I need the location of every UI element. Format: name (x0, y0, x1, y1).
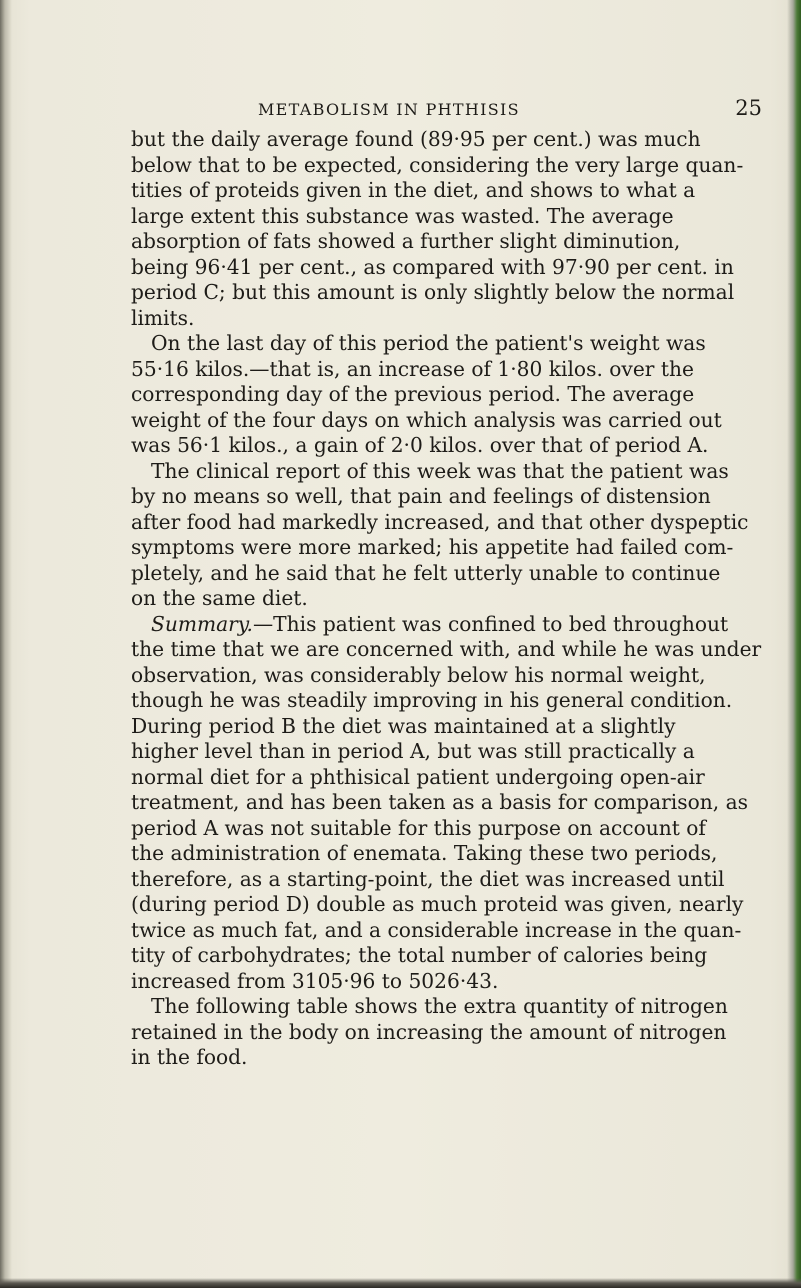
body-text (131, 127, 765, 1071)
text-line: below that to be expected, considering the very large quan- (131, 152, 744, 177)
text-line: absorption of fats showed a further slight diminution, (131, 229, 681, 253)
running-header: METABOLISM IN PHTHISIS (258, 100, 520, 119)
text-line: in the food. (131, 1045, 248, 1069)
text-line: symptoms were more marked; his appetite had failed com- (131, 535, 734, 559)
text-line: The following table shows the extra quantity of nitrogen (151, 994, 728, 1018)
page-number: 25 (735, 96, 762, 120)
summary-first-line: —This patient was confined to bed throughout (252, 611, 729, 636)
text-line: treatment, and has been taken as a basis for comparison, as (131, 790, 748, 814)
text-line: twice as much fat, and a considerable increase in the quan- (131, 917, 742, 942)
text-line: The clinical report of this week was that the patient was (151, 458, 729, 483)
text-line: observation, was considerably below his normal weight, (131, 662, 706, 687)
text-line: by no means so well, that pain and feelings of distension (131, 484, 711, 508)
text-line: on the same diet. (131, 586, 308, 610)
paragraph (131, 994, 765, 1071)
text-line: though he was steadily improving in his general condition. (131, 688, 733, 712)
text-line: During period B the diet was maintained at a slightly (131, 713, 676, 738)
text-line: normal diet for a phthisical patient undergoing open-air (131, 764, 705, 789)
text-line: corresponding day of the previous period. The average (131, 382, 695, 406)
text-line: period C; but this amount is only slightly below the normal (131, 280, 735, 304)
summary-paragraph (131, 612, 765, 995)
summary-label: Summary. (151, 611, 253, 636)
text-line: but the daily average found (89·95 per cent.) was much (131, 127, 701, 151)
text-line: (during period D) double as much proteid was given, nearly (131, 892, 744, 916)
text-line: higher level than in period A, but was still practically a (131, 739, 695, 763)
text-line: therefore, as a starting-point, the diet was increased until (131, 866, 725, 891)
text-line: after food had markedly increased, and that other dyspeptic (131, 509, 749, 534)
text-line: was 56·1 kilos., a gain of 2·0 kilos. over that of period A. (131, 433, 709, 457)
text-line: weight of the four days on which analysis was carried out (131, 407, 722, 432)
text-line: limits. (131, 305, 195, 330)
text-line: pletely, and he said that he felt utterly unable to continue (131, 560, 721, 585)
text-line: retained in the body on increasing the amount of nitrogen (131, 1019, 727, 1044)
text-line: On the last day of this period the patient's weight was (151, 331, 706, 355)
text-line: large extent this substance was wasted. The average (131, 203, 674, 228)
paragraph (131, 127, 765, 331)
page-left-edge (0, 0, 12, 1288)
text-line: tities of proteids given in the diet, and shows to what a (131, 178, 696, 202)
text-line: tity of carbohydrates; the total number of calories being (131, 943, 708, 967)
text-line: period A was not suitable for this purpose on account of (131, 815, 706, 840)
paragraph (131, 331, 765, 459)
page-right-edge (787, 0, 801, 1288)
page-bottom-edge (0, 1278, 801, 1288)
text-line: 55·16 kilos.—that is, an increase of 1·80 kilos. over the (131, 356, 694, 381)
text-line: the administration of enemata. Taking these two periods, (131, 841, 718, 865)
text-line: the time that we are concerned with, and while he was under (131, 637, 762, 661)
text-line: being 96·41 per cent., as compared with 97·90 per cent. in (131, 254, 734, 279)
paragraph (131, 459, 765, 612)
text-line: increased from 3105·96 to 5026·43. (131, 968, 499, 993)
